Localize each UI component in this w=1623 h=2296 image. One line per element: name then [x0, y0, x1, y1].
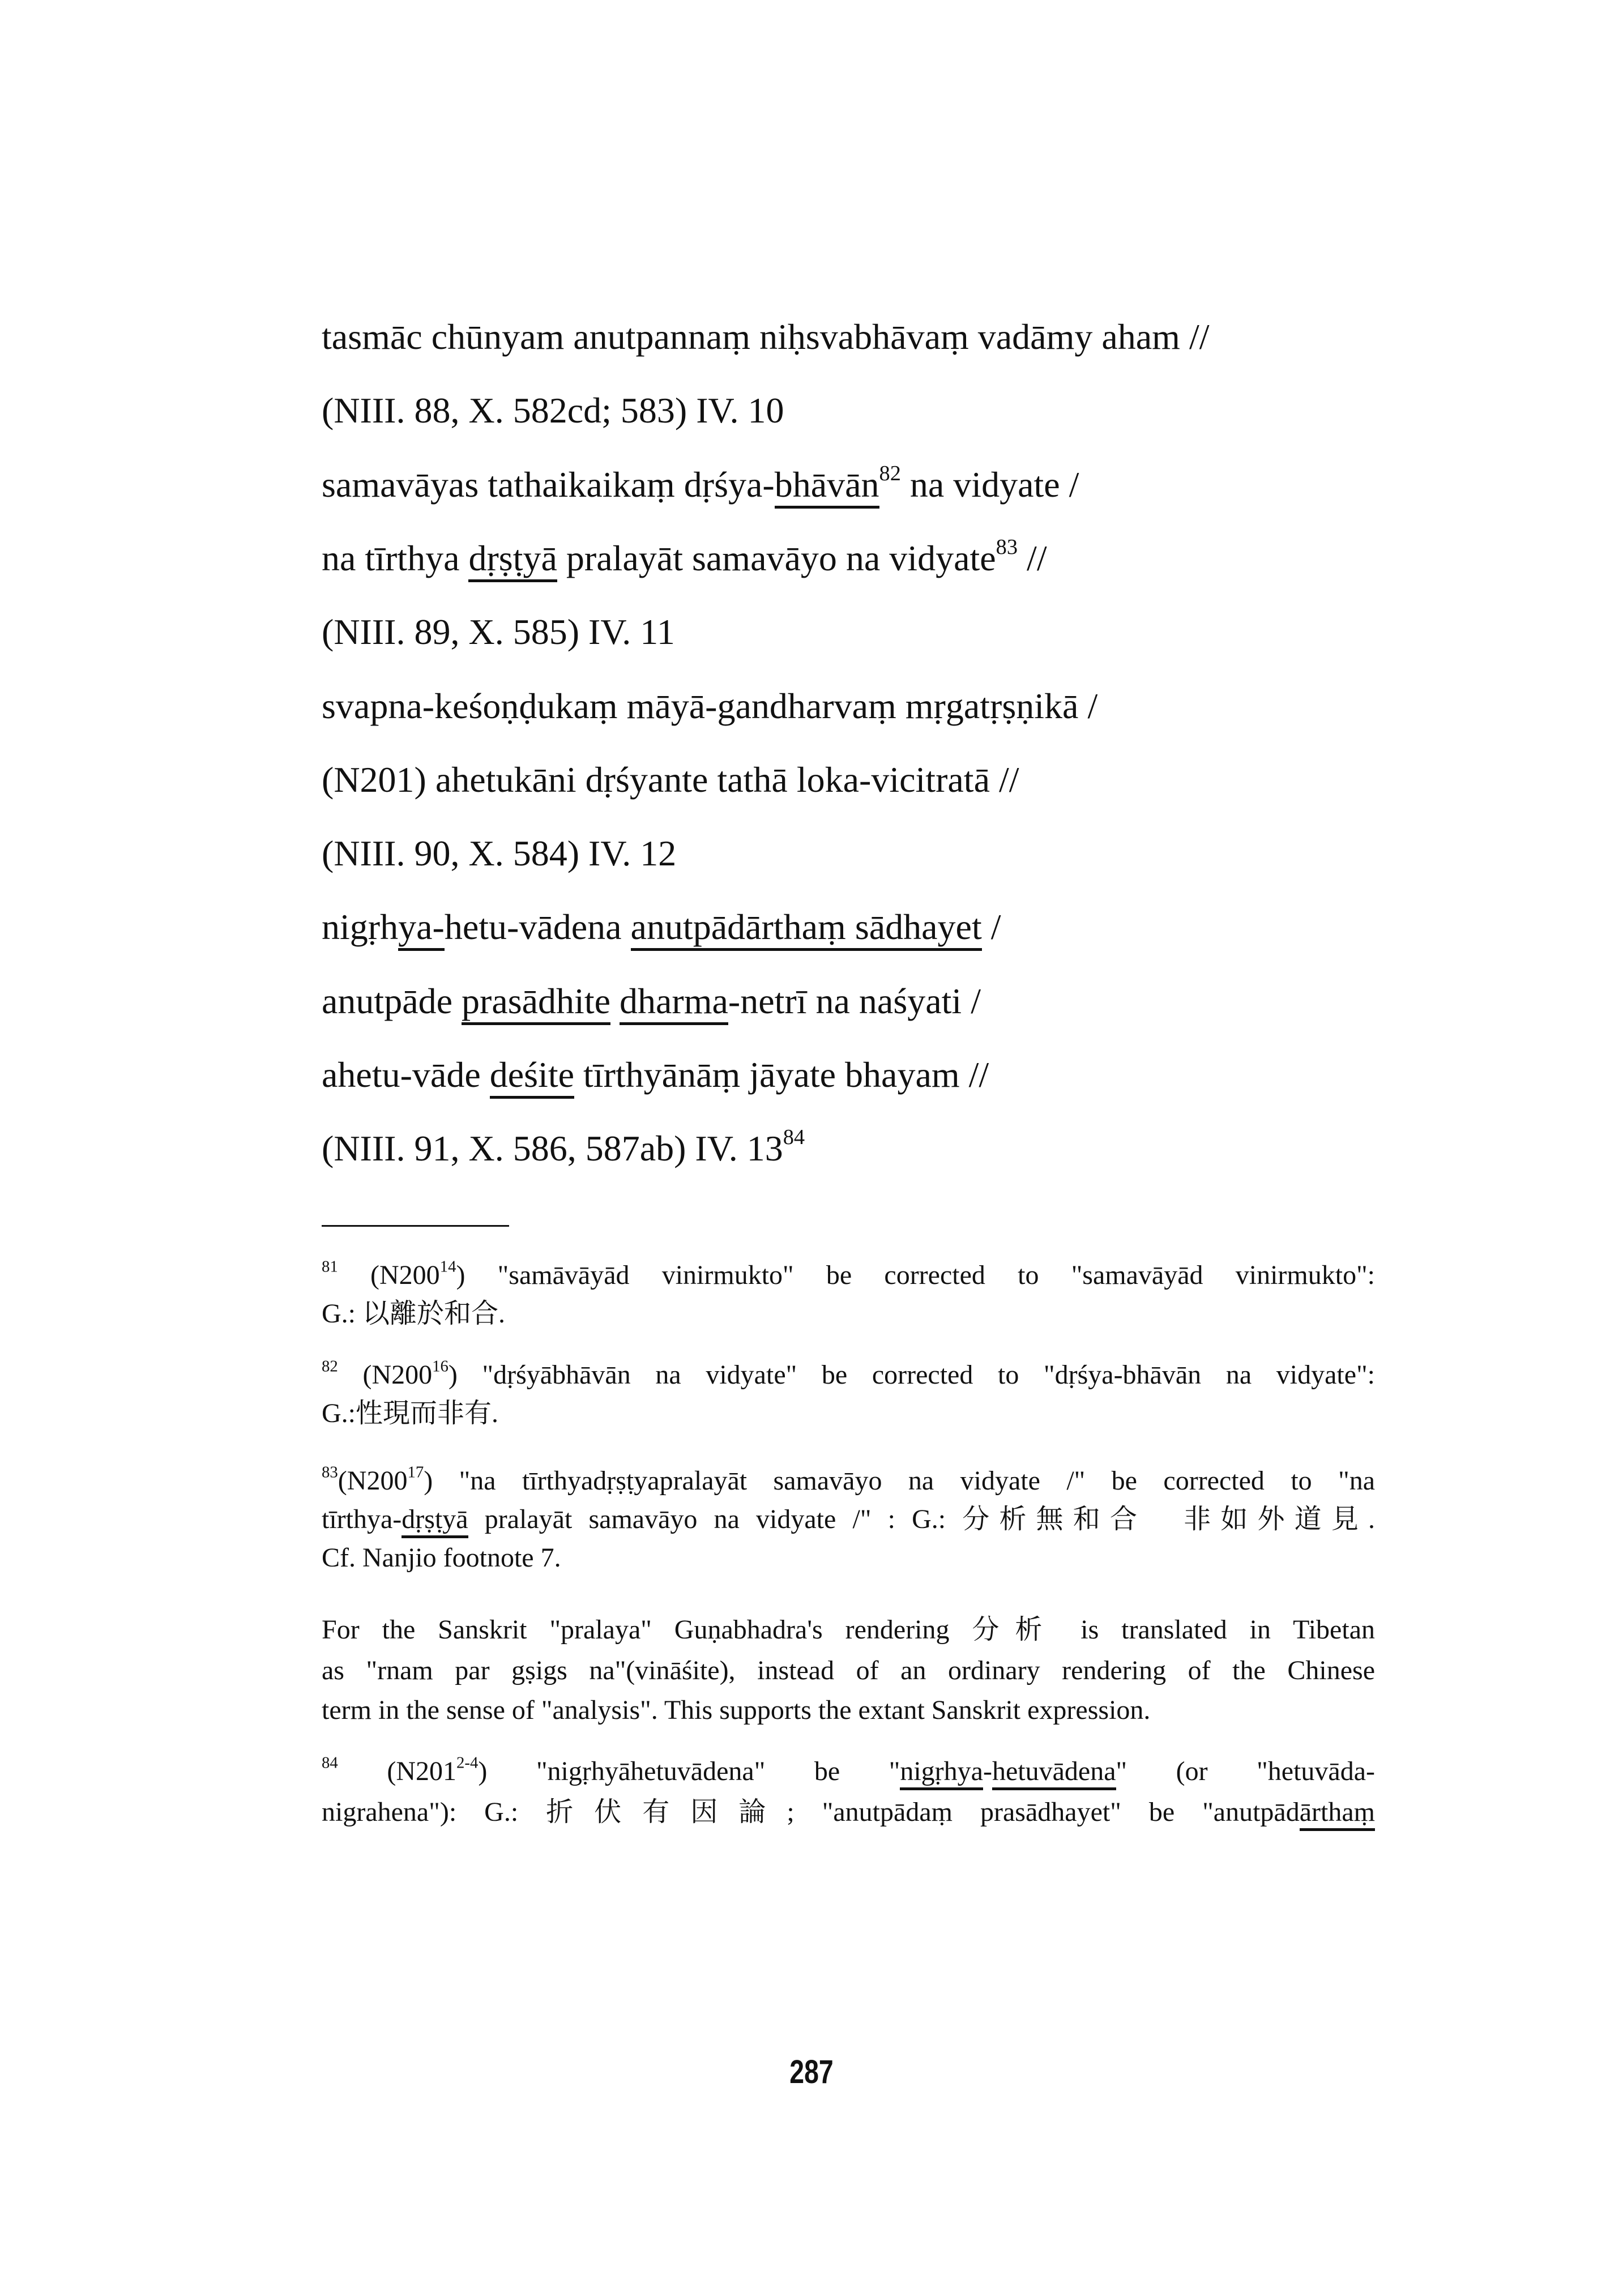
footnote-ref: 17	[407, 1463, 424, 1482]
footnote-ref: 82	[879, 461, 901, 485]
text-segment: term in the sense of "analysis". This supports the extant Sanskrit expression.	[322, 1695, 1151, 1725]
verse-line	[322, 831, 676, 876]
text-segment: nigrahena"): G.: 折伏有因論; "anutpādaṃ prasādhayet" be "anutpād	[322, 1797, 1300, 1827]
text-segment: pralayāt samavāyo na vidyate	[557, 537, 996, 578]
text-segment: Cf. Nanjio footnote 7.	[322, 1543, 561, 1573]
text-segment: nigṛh	[322, 907, 399, 948]
underlined-text: ārthaṃ	[1300, 1797, 1375, 1831]
underlined-text: dharma	[620, 981, 728, 1025]
footnote-ref: 84	[783, 1125, 805, 1150]
text-segment: G.: 以離於和合.	[322, 1299, 506, 1329]
underlined-text: hetuvādena	[992, 1756, 1116, 1790]
footnote-line	[322, 1397, 498, 1431]
verse-line	[322, 979, 981, 1024]
text-segment: //	[1018, 537, 1047, 578]
underlined-text: ya-	[398, 907, 445, 951]
verse-line	[322, 684, 1097, 729]
text-segment: anutpāde	[322, 980, 462, 1021]
footnote-line	[322, 1693, 1150, 1727]
text-segment: na vidyate /	[900, 464, 1079, 505]
verse-line	[322, 757, 1019, 803]
footnote-line	[322, 1464, 1375, 1498]
text-segment: tasmāc chūnyam anutpannaṃ niḥsvabhāvaṃ vadāmy aham //	[322, 317, 1210, 357]
footnote-line	[322, 1503, 1375, 1537]
footnote-ref: 14	[439, 1257, 456, 1276]
text-segment: -netrī na naśyati /	[728, 980, 981, 1021]
footnote-line	[322, 1755, 1375, 1789]
verse-line	[322, 536, 1047, 581]
footnote-ref: 2-4	[456, 1753, 479, 1772]
text-segment: (N200	[338, 1360, 433, 1390]
text-segment: /	[981, 907, 1001, 948]
footnote-ref: 82	[322, 1357, 338, 1376]
verse-line	[322, 314, 1210, 360]
text-segment: (NIII. 89, X. 585) IV. 11	[322, 612, 675, 652]
text-segment: pralayāt samavāyo na vidyate /" : G.: 分析無和合 非如外道見.	[468, 1504, 1375, 1534]
text-segment: ahetu-vāde	[322, 1055, 490, 1095]
text-segment: tīrthyānāṃ jāyate bhayam //	[574, 1055, 989, 1095]
underlined-text: dṛṣṭyā	[402, 1504, 468, 1538]
text-segment: as "rnam par gṣigs na"(vināśite), instead of an ordinary rendering of the Chinese	[322, 1655, 1375, 1685]
text-segment: (NIII. 90, X. 584) IV. 12	[322, 833, 677, 874]
underlined-text: nigṛhya	[900, 1756, 983, 1790]
footnote-ref: 84	[322, 1753, 338, 1772]
footnote-line	[322, 1297, 505, 1331]
footnote-separator	[322, 1225, 509, 1227]
footnote-line	[322, 1613, 1375, 1647]
text-segment: tīrthya-	[322, 1504, 402, 1534]
text-segment: G.:性現而非有.	[322, 1398, 499, 1428]
underlined-text: bhāvān	[775, 464, 879, 509]
text-segment	[610, 981, 620, 1021]
text-segment: hetu-vādena	[444, 907, 631, 948]
text-segment: (NIII. 88, X. 582cd; 583) IV. 10	[322, 390, 784, 431]
text-segment: ) "samāvāyād vinirmukto" be corrected to "samavāyād vinirmukto":	[456, 1260, 1375, 1290]
footnote-line	[322, 1541, 561, 1575]
footnote-line	[322, 1795, 1375, 1829]
text-segment: svapna-keśoṇḍukaṃ māyā-gandharvaṃ mṛgatṛṣṇikā /	[322, 685, 1098, 726]
footnote-ref: 83	[322, 1463, 338, 1482]
verse-line	[322, 462, 1079, 507]
text-segment: samavāyas tathaikaikaṃ dṛśya-	[322, 464, 775, 505]
text-segment: (N201	[338, 1756, 457, 1786]
verse-line	[322, 904, 1001, 950]
verse-line	[322, 1126, 805, 1171]
text-segment: " (or "hetuvāda-	[1116, 1756, 1376, 1786]
text-segment: For the Sanskrit "pralaya" Guṇabhadra's rendering 分析 is translated in Tibetan	[322, 1615, 1375, 1645]
underlined-text: anutpādārthaṃ sādhayet	[631, 907, 982, 951]
underlined-text: dṛṣṭyā	[468, 538, 557, 582]
text-segment: -	[983, 1756, 992, 1786]
text-segment: ) "na tīrthyadṛṣṭyapralayāt samavāyo na vidyate /" be corrected to "na	[424, 1466, 1375, 1496]
underlined-text: prasādhite	[462, 981, 610, 1025]
footnote-ref: 81	[322, 1257, 338, 1276]
page-number: 287	[789, 2054, 834, 2090]
text-segment: na tīrthya	[322, 537, 469, 578]
text-segment: (N200	[338, 1466, 408, 1496]
text-segment: (N200	[338, 1260, 440, 1290]
verse-line	[322, 388, 784, 433]
verse-line	[322, 1052, 989, 1098]
text-segment: (NIII. 91, X. 586, 587ab) IV. 13	[322, 1128, 783, 1169]
verse-line	[322, 609, 675, 655]
footnote-line	[322, 1654, 1375, 1688]
footnote-ref: 83	[996, 535, 1018, 560]
footnote-line	[322, 1258, 1375, 1292]
text-segment: (N201) ahetukāni dṛśyante tathā loka-vicitratā //	[322, 759, 1019, 800]
footnote-line	[322, 1358, 1375, 1392]
text-segment: ) "dṛśyābhāvān na vidyate" be corrected to "dṛśya-bhāvān na vidyate":	[448, 1360, 1375, 1390]
text-segment: ) "nigṛhyāhetuvādena" be "	[478, 1756, 900, 1786]
underlined-text: deśite	[490, 1055, 574, 1099]
footnote-ref: 16	[432, 1357, 449, 1376]
